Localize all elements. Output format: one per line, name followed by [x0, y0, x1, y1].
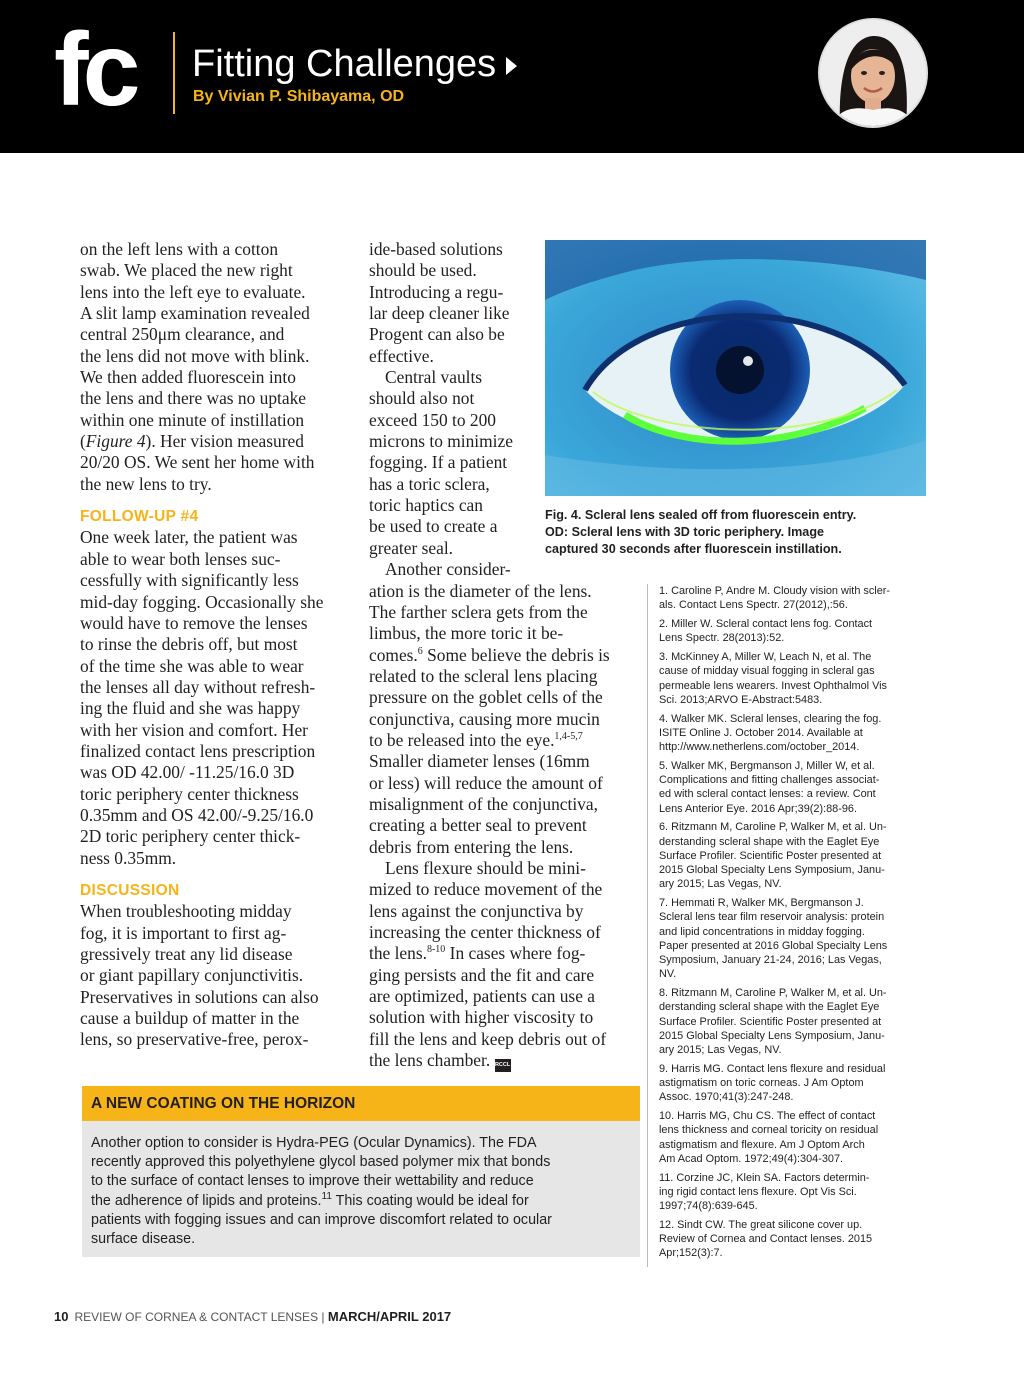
text-line: 0.35mm and OS 42.00/-9.25/16.0 [80, 804, 314, 825]
text-line: Another option to consider is Hydra-PEG (Ocular Dynamics). The FDA [91, 1135, 537, 1151]
text-line: 20/20 OS. We sent her home with [80, 452, 315, 473]
text-line: or giant papillary conjunctivitis. [80, 965, 304, 986]
text-fragment: Some believe the debris is [422, 644, 610, 665]
text-line: Introducing a regu- [369, 281, 504, 302]
paragraph-flexure [369, 858, 641, 1072]
paragraph-discussion [80, 901, 352, 1050]
sidebar-box-text [91, 1134, 631, 1249]
text-line: One week later, the patient was [80, 527, 298, 548]
text-line: lens, so preservative-free, perox- [80, 1029, 309, 1050]
text-line: greater seal. [369, 537, 453, 558]
text-line: to the surface of contact lenses to improve their wettability and reduce [91, 1173, 534, 1190]
text-fragment: ). Her vision measured [145, 431, 304, 452]
citation-superscript: 1,4-5,7 [554, 731, 583, 743]
text-line: ging persists and the fit and care [369, 964, 595, 985]
text-line: the lens did not move with blink. [80, 345, 310, 366]
text-line: mized to reduce movement of the [369, 879, 603, 900]
text-line: finalized contact lens prescription [80, 740, 316, 761]
text-line: within one minute of instillation [80, 409, 305, 430]
text-line: related to the scleral lens placing [369, 665, 598, 686]
text-line: should be used. [369, 260, 477, 281]
text-fragment: the adherence of lipids and proteins. [91, 1192, 322, 1209]
text-line: creating a better seal to prevent [369, 815, 587, 836]
section-title-text: Fitting Challenges [192, 43, 497, 85]
header-banner [0, 0, 1024, 153]
text-line: debris from entering the lens. [369, 836, 574, 857]
text-fragment: In cases where fog- [445, 943, 586, 964]
text-fragment: ( [80, 431, 86, 452]
fluorescein-eye-image [545, 240, 926, 496]
text-line: gressively treat any lid disease [80, 944, 293, 964]
text-line: toric haptics can [369, 495, 483, 516]
page-footer [54, 1309, 451, 1324]
rccl-end-mark: RCCL [495, 1059, 511, 1072]
text-line: patients with fogging issues and can improve discomfort related to ocular [91, 1211, 552, 1228]
text-line: the lens and there was no uptake [80, 388, 307, 409]
text-line: limbus, the more toric it be- [369, 623, 564, 644]
text-line: lens against the conjunctiva by [369, 900, 584, 921]
reference-item: 11. Corzine JC, Klein SA. Factors determin- ing rigid contact lens flexure. Opt Vis Sci. 1997;74(8):639-645. [659, 1171, 870, 1212]
sidebar-box-title: A NEW COATING ON THE HORIZON [91, 1095, 356, 1112]
article-column-1 [80, 239, 352, 1051]
figure-caption [545, 507, 965, 558]
page-number: 10 [54, 1309, 69, 1324]
issue-date: MARCH/APRIL 2017 [327, 1309, 452, 1324]
citation-superscript: 6 [417, 645, 423, 657]
paragraph-diameter [369, 559, 641, 858]
text-line: The farther sclera gets from the [369, 601, 588, 622]
text-line: cessfully with significantly less [80, 570, 299, 591]
section-title [192, 42, 517, 86]
text-fragment: to be released into the eye. [369, 729, 555, 750]
text-line: toric periphery center thickness [80, 783, 299, 804]
reference-item: 2. Miller W. Scleral contact lens fog. Contact Lens Spectr. 28(2013):52. [659, 618, 873, 645]
caption-line: captured 30 seconds after fluorescein instillation. [545, 542, 842, 556]
text-line [369, 1050, 641, 1072]
text-line: lens into the left eye to evaluate. [80, 281, 306, 302]
reference-item: 6. Ritzmann M, Caroline P, Walker M, et al. Un- derstanding scleral shape with the Eaglet Eye Surface Profiler. Scientific Poster presented at 2015 Global Specialty Lens Symposium, Janu- ary 2015; Las Vegas, NV. [659, 821, 887, 891]
text-line: or less) will reduce the amount of [369, 772, 603, 793]
text-line: to rinse the debris off, but most [80, 634, 298, 655]
text-fragment: the lens chamber. [369, 1050, 491, 1071]
header-divider [173, 32, 175, 114]
text-line: effective. [369, 345, 434, 366]
text-line: Preservatives in solutions can also [80, 986, 319, 1007]
text-fragment: the lens. [369, 943, 427, 964]
caption-line: OD: Scleral lens with 3D toric periphery. Image [545, 525, 825, 539]
reference-item: 1. Caroline P, Andre M. Cloudy vision with scler- als. Contact Lens Spectr. 27(2012),:56. [659, 585, 891, 612]
text-line: ing the fluid and she was happy [80, 698, 301, 719]
text-line: has a toric sclera, [369, 473, 490, 494]
text-line: pressure on the goblet cells of the [369, 687, 603, 708]
reference-item: 7. Hemmati R, Walker MK, Bergmanson J. Scleral lens tear film reservoir analysis: protein and lipid concentrations in midday fogging. Paper presented at 2016 Global Specialty Lens Symposium, January 21-24, 2016; Las Vegas, NV. [659, 897, 888, 981]
text-line: on the left lens with a cotton [80, 239, 279, 259]
reference-item: 12. Sindt CW. The great silicone cover up. Review of Cornea and Contact lenses. 2015 Apr;152(3):7. [659, 1218, 873, 1260]
figure-reference: Figure 4 [85, 431, 146, 452]
text-line: Smaller diameter lenses (16mm [369, 751, 590, 772]
reference-item: 8. Ritzmann M, Caroline P, Walker M, et al. Un- derstanding scleral shape with the Eaglet Eye Surface Profiler. Scientific Poster presented at 2015 Global Specialty Lens Symposium, Janu- ary 2015; Las Vegas, NV. [659, 987, 887, 1056]
text-line: exceed 150 to 200 [369, 409, 497, 430]
text-line: conjunctiva, causing more mucin [369, 708, 600, 729]
text-line: Progent can also be [369, 324, 505, 345]
text-line: ide-based solutions [369, 239, 503, 259]
sidebar-box-coating [82, 1086, 640, 1257]
heading-follow-up: FOLLOW-UP #4 [80, 508, 199, 526]
references-list [659, 584, 939, 1265]
text-line: ation is the diameter of the lens. [369, 580, 592, 601]
text-line: would have to remove the lenses [80, 612, 308, 633]
text-line: lar deep cleaner like [369, 303, 510, 324]
text-line: Another consider- [385, 559, 511, 580]
text-line: surface disease. [91, 1231, 196, 1248]
text-line [369, 943, 641, 964]
text-fragment: comes. [369, 644, 418, 665]
text-line: When troubleshooting midday [80, 901, 292, 922]
author-photo [818, 18, 928, 128]
text-line: the new lens to try. [80, 473, 212, 494]
text-line: 2D toric periphery center thick- [80, 826, 301, 847]
text-line: Lens flexure should be mini- [385, 857, 586, 878]
citation-superscript: 11 [321, 1190, 332, 1202]
sidebar-box-header [82, 1086, 640, 1121]
text-line: with her vision and comfort. Her [80, 719, 308, 740]
figure-4-eye-photo [545, 240, 926, 496]
text-line: be used to create a [369, 516, 498, 537]
text-line: able to wear both lenses suc- [80, 548, 281, 569]
caption-line: Fig. 4. Scleral lens sealed off from fluorescein entry. [545, 508, 857, 522]
text-line: of the time she was able to wear [80, 655, 304, 676]
text-line: We then added fluorescein into [80, 367, 296, 388]
reference-item: 10. Harris MG, Chu CS. The effect of contact lens thickness and corneal toricity on residual astigmatism and flexure. Am J Optom Arch Am Acad Optom. 1972;49(4):304-307. [659, 1110, 879, 1165]
text-line [80, 431, 352, 452]
text-line: swab. We placed the new right [80, 260, 293, 281]
text-line: Central vaults [385, 367, 483, 388]
text-line: ness 0.35mm. [80, 847, 177, 868]
references-divider [647, 584, 648, 1267]
text-line: misalignment of the conjunctiva, [369, 793, 598, 814]
paragraph-fitting [80, 239, 352, 495]
text-line: increasing the center thickness of [369, 922, 601, 942]
text-line: central 250μm clearance, and [80, 324, 285, 345]
text-line: should also not [369, 388, 475, 409]
reference-item: 9. Harris MG. Contact lens flexure and residual astigmatism on toric corneas. J Am Optom Assoc. 1970;41(3):247-248. [659, 1062, 886, 1104]
text-line: the lenses all day without refresh- [80, 676, 316, 697]
author-byline: By Vivian P. Shibayama, OD [193, 88, 405, 105]
text-line: mid-day fogging. Occasionally she [80, 591, 324, 612]
reference-item: 5. Walker MK, Bergmanson J, Miller W, et al. Complications and fitting challenges associat- ed with scleral contact lenses: a review. Cont Lens Anterior Eye. 2016 Apr;39(2):88-96. [659, 759, 880, 815]
text-line: solution with higher viscosity to [369, 1007, 594, 1028]
text-line: was OD 42.00/ -11.25/16.0 3D [80, 762, 295, 783]
text-line [369, 645, 641, 666]
author-portrait-icon [820, 20, 926, 126]
citation-superscript: 8-10 [426, 944, 446, 956]
text-line: fill the lens and keep debris out of [369, 1028, 607, 1049]
play-arrow-icon [506, 57, 517, 75]
text-line: A slit lamp examination revealed [80, 303, 310, 324]
text-line: microns to minimize [369, 431, 513, 452]
text-line [369, 730, 641, 751]
text-line [91, 1192, 631, 1211]
journal-name: REVIEW OF CORNEA & CONTACT LENSES | [74, 1310, 328, 1324]
reference-item: 3. McKinney A, Miller W, Leach N, et al. The cause of midday visual fogging in scleral gas permeable lens wearers. Invest Ophthalmol Vis Sci. 2013;ARVO E-Abstract:5483. [659, 651, 888, 706]
paragraph-follow-up [80, 527, 352, 869]
text-line: fog, it is important to first ag- [80, 922, 287, 943]
reference-item: 4. Walker MK. Scleral lenses, clearing the fog. ISITE Online J. October 2014. Available at http://www.netherlens.com/october_2014. [659, 712, 882, 754]
text-line: recently approved this polyethylene glycol based polymer mix that bonds [91, 1154, 551, 1171]
heading-discussion: DISCUSSION [80, 881, 180, 899]
section-logo: fc [54, 12, 135, 128]
text-line: cause a buildup of matter in the [80, 1008, 300, 1029]
text-line: fogging. If a patient [369, 452, 508, 473]
text-fragment: This coating would be ideal for [331, 1192, 529, 1209]
text-line: are optimized, patients can use a [369, 986, 595, 1007]
